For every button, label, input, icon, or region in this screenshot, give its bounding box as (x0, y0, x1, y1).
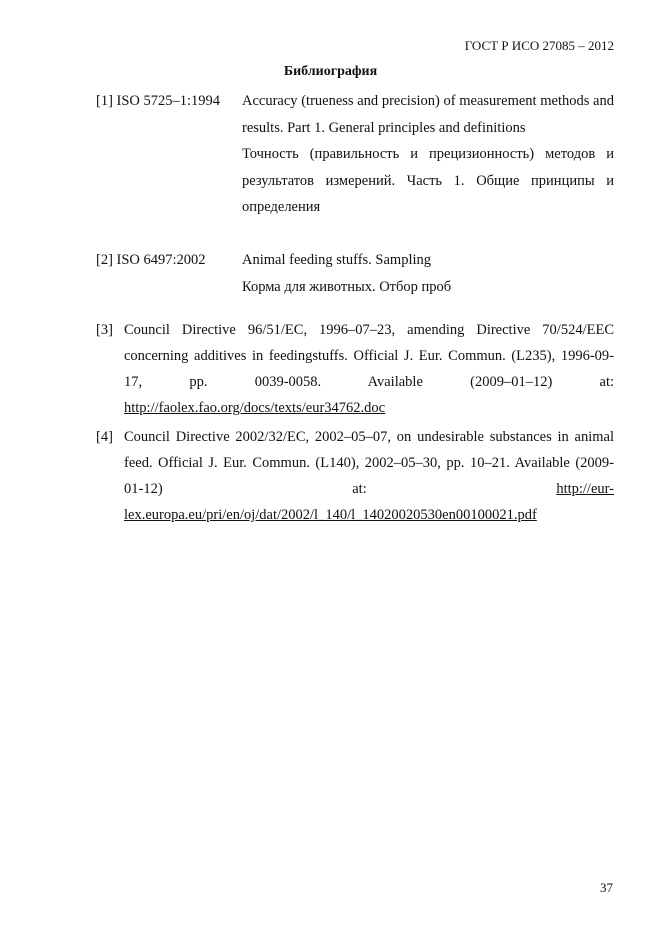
ref-title-en: Animal feeding stuffs. Sampling (242, 252, 432, 268)
bibliography-entry-2 (96, 247, 614, 300)
ref-text: Council Directive 96/51/EC, 1996–07–23, amending Directive 70/524/EEC concerning additives in feedingstuffs. Official J. Eur. Commun. (L235), 1996-09-17, pp. 0039-0058. Available (2009–01–12) at: (124, 322, 614, 390)
bibliography-title: Библиография (283, 64, 378, 79)
ref-url-link[interactable]: http://eur-lex.europa.eu/pri/en/oj/dat/2002/l_140/l_14020020530en00100021.pdf (124, 481, 615, 523)
ref-text: Council Directive 2002/32/EC, 2002–05–07, on undesirable substances in animal feed. Official J. Eur. Commun. (L140), 2002–05–30, pp. 10–21. Available (2009-01-12) at: (124, 429, 614, 497)
ref-id: [1] ISO 5725–1:1994 (96, 93, 221, 109)
ref-number: [3] (96, 322, 113, 338)
bibliography-entry-1 (96, 88, 614, 221)
ref-id: [2] ISO 6497:2002 (96, 252, 206, 268)
bibliography-entry-4 (96, 424, 614, 528)
ref-title-en: Accuracy (trueness and precision) of measurement methods and results. Part 1. General principles and definitions (242, 93, 614, 136)
ref-url-link[interactable]: http://faolex.fao.org/docs/texts/eur34762.doc (124, 400, 386, 416)
bibliography-entry-3 (96, 317, 614, 421)
ref-title-ru: Корма для животных. Отбор проб (242, 278, 452, 295)
page-number: 37 (600, 880, 613, 895)
ref-title-ru: Точность (правильность и прецизионность) методов и результатов измерений. Часть 1. Общие принципы и определения (242, 146, 614, 215)
ref-number: [4] (96, 429, 113, 445)
standard-code: ГОСТ Р ИСО 27085 – 2012 (464, 38, 614, 53)
